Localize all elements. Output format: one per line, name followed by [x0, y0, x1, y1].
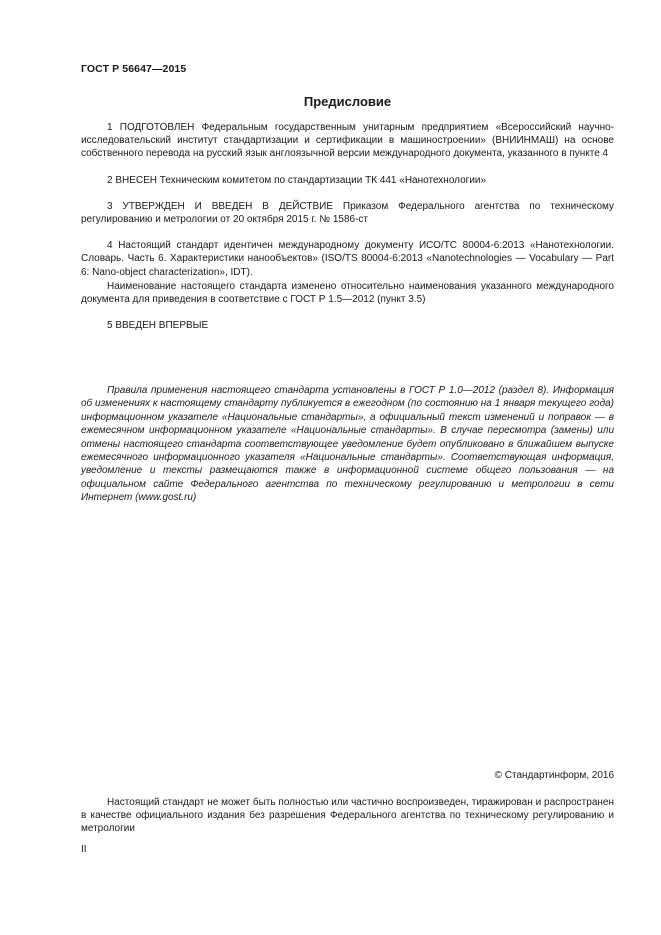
page-number: II [81, 844, 87, 855]
usage-notice: Правила применения настоящего стандарта установлены в ГОСТ Р 1.0—2012 (раздел 8). Информация об изменениях к настоящему стандарту публикуется в ежегодном (по состоянию на 1 января текущего года) информационном указателе «Национальные стандарты», а официальный текст изменений и поправок — в ежемесячном информационном указателе «Национальные стандарты». В случае пересмотра (замены) или отмены настоящего стандарта соответствующее уведомление будет опубликовано в ближайшем выпуске ежемесячного информационного указателя «Национальные стандарты». Соответствующая информация, уведомление и тексты размещаются также в информационной системе общего пользования — на официальном сайте Федерального агентства по техническому регулированию и метрологии в сети Интернет (www.gost.ru) [81, 385, 614, 504]
foreword-body [81, 121, 614, 332]
copyright-line: © Стандартинформ, 2016 [494, 770, 614, 781]
paragraph-introduced-by: 2 ВНЕСЕН Техническим комитетом по стандартизации ТК 441 «Нанотехнологии» [107, 174, 487, 186]
paragraph-first-introduced: 5 ВВЕДЕН ВПЕРВЫЕ [107, 320, 209, 332]
paragraph-prepared-by: 1 ПОДГОТОВЛЕН Федеральным государственным унитарным предприятием «Всероссийский научно-исследовательский институт стандартизации и сертификации в машиностроении» (ВНИИНМАШ) на основе собственного перевода на русский язык англоязычной версии международного документа, указанного в пункте 4 [81, 122, 614, 160]
reproduction-notice: Настоящий стандарт не может быть полностью или частично воспроизведен, тиражирован и распространен в качестве официального издания без разрешения Федерального агентства по техническому регулированию и метрологии [81, 797, 614, 835]
paragraph-name-changed: Наименование настоящего стандарта изменено относительно наименования указанного международного документа для приведения в соответствие с ГОСТ Р 1.5—2012 (пункт 3.5) [81, 280, 614, 306]
paragraph-approved: 3 УТВЕРЖДЕН И ВВЕДЕН В ДЕЙСТВИЕ Приказом Федерального агентства по техническому регулированию и метрологии от 20 октября 2015 г. № 1586-ст [81, 200, 614, 226]
document-code: ГОСТ Р 56647—2015 [81, 63, 187, 75]
paragraph-identical: 4 Настоящий стандарт идентичен международному документу ИСО/ТС 80004-6:2013 «Нанотехнологии. Словарь. Часть 6. Характеристики нанообъектов» (ISO/TS 80004-6:2013 «Nanotechnologies — Vocabulary — Part 6: Nano-object characterization», IDT). [81, 240, 614, 278]
section-title: Предисловие [303, 94, 392, 109]
